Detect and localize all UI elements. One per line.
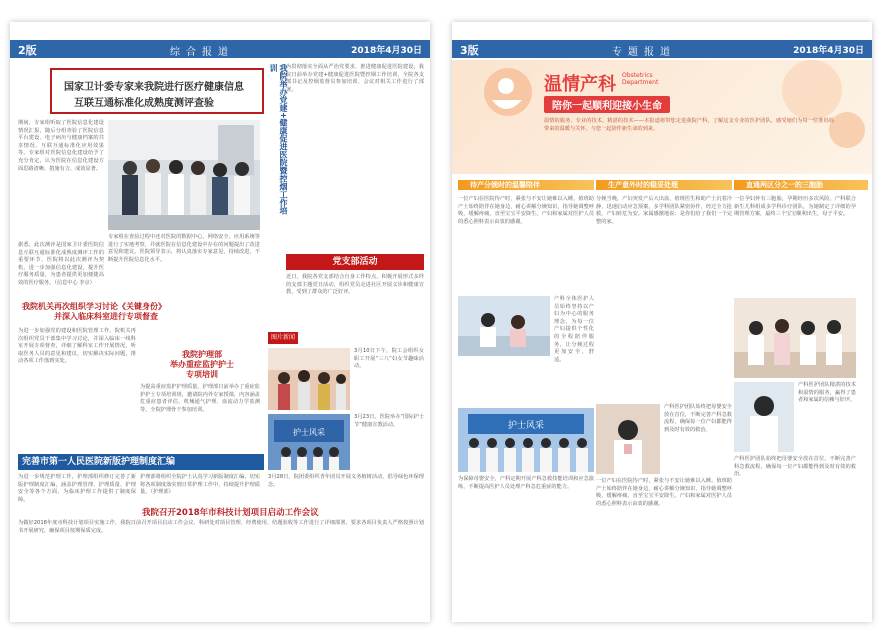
nursing-article-1: 为进一步规范护理工作，护理部组织修订完善了新版护理制度汇编，涵盖护理管理、护理质量、护理安全等各个方面，为临床护理工作提供了制度保障。 [18,474,136,503]
hero-subtitle-en [622,72,658,86]
hero-subtitle-en-2: Department [622,79,659,86]
second-headline-line1: 我院机关再次组织学习讨论《关键身份》 [22,302,166,311]
col2-text-2: 产科医护团队始终把母婴安全放在首位，不断完善产科急救流程，确保每一位产妇都能得到及时有效的救治。 [664,404,732,433]
col1-photo-1 [458,296,550,356]
party-activities-band: 党支部活动 [286,254,424,270]
col1-text-1: 一位产妇在医院待产时，紧张与不安让她难以入睡。值班助产士始终陪伴在她身边，耐心讲解分娩知识，指导她调整呼吸，缓解疼痛，直至宝宝平安降生。产妇和家属对医护人员的悉心照料表示由衷的感谢。 [458,196,594,225]
lead-article-col2: 据悉，此次测评是国家卫计委医院信息互联互通标准化成熟度测评工作的重要环节，医院将以此次测评为契机，进一步加强信息化建设，提升医疗服务质量，为患者提供更加便捷高效的医疗服务。（信息中心 李京） [18,242,104,286]
page-number: 3版 [460,44,479,57]
col1-text-3: 为保障母婴安全，产科定期开展产科急救技能培训和应急演练，不断提高医护人员处理产科急危重症的能力。 [458,476,594,490]
right-page [452,22,872,622]
second-article: 为进一步加强党的建设和医院管理工作，院机关再次组织党员干部集中学习讨论，并深入临床一线科室开展专项督查，详细了解科室工作开展情况，听取医务人员的意见和建议，切实解决实际问题，推动各项工作落到实处。 [18,328,136,365]
col3-text-1: 一位孕妇怀有三胞胎，孕期经历多次风险。产科联合新生儿科组成多学科诊疗团队，为她制定了详细的孕期管理方案，最终三个宝宝顺利出生，母子平安。 [734,196,856,218]
party-article: 近日，我院各党支部结合自身工作特点，积极开展形式多样的支部主题党日活动，组织党员走进社区开展义诊和健康宣教，受到了群众的广泛好评。 [286,274,424,296]
party-photo-1 [268,348,350,410]
col3-text-2: 产科医护团队精湛的技术和温情的服务，赢得了患者和家属的信赖与好评。 [798,382,856,404]
photo-banner-text: 护士风采 [507,421,545,431]
section-title: 综合报道 [170,47,234,58]
col3-title: 直通两区分之一的三胞胎 [734,180,868,190]
third-headline-line1: 我院护理部 [182,350,222,359]
left-page [10,22,430,622]
research-headline: 我院召开2018年市科技计划项目启动工作会议 [142,508,319,518]
banner-text: 护士风采 [293,428,325,437]
lead-headline-line2: 互联互通标准化成熟度测评查验 [74,98,214,109]
lead-photo [108,120,260,230]
third-article: 为提高重症监护护理质量，护理部日前举办了重症监护护士专项培训班，邀请院内外专家授课，内容涵盖危重症患者评估、机械通气护理、血流动力学监测等，全院护理骨干参加培训。 [140,384,260,413]
third-headline-line3: 专项培训 [186,370,218,379]
col2-title: 生产意外时的稳妥处理 [596,180,732,190]
lead-headline-line1: 国家卫计委专家来我院进行医疗健康信息 [64,82,244,93]
section-title: 专题报道 [612,47,676,58]
issue-date: 2018年4月30日 [793,46,864,56]
nursing-article-2: 护理部将组织全院护士认真学习新版制度汇编，切实将各项制度落实到日常护理工作中，持续提升护理质量。（护理部） [140,474,260,496]
col2-photo [596,404,660,474]
nursing-rules-band: 完善市第一人民医院新版护理制度汇编 [18,454,264,470]
vertical-article: 为贯彻落实全面从严治党要求，推进健康促进医院建设，我院日前举办党建+健康促进医院暨控烟工作培训，全院各支部书记及控烟监督员参加培训，会议对相关工作进行了部署。 [286,64,424,93]
second-headline [22,302,262,322]
research-article: 为做好2018年度市科技计划项目实施工作，我院日前召开项目启动工作会议，科研处对项目管理、经费使用、结题验收等工作进行了详细部署，要求各项目负责人严格按照计划书开展研究，确保项目按期保质完成。 [18,520,424,534]
third-headline-line2: 举办重症监护护士 [170,360,234,369]
party-article-2: 3月28日，院团委组织青年团员开展义务植树活动，倡导绿色环保理念。 [268,474,424,488]
col2-text-1: 分娩当晚，产妇突发产后大出血，值班医生和助产士沉着冷静，迅速启动应急预案，多学科团队紧密协作，经过全力抢救，产妇转危为安。家属感激地说：是你们给了我们一个完整的家。 [596,196,732,225]
party-caption-2: 3月23日，医院举办“国际护士节”健康宣教活动。 [354,414,424,428]
lead-article-col3: 专家组在查验过程中还对医院的数据中心、网络安全、应用系统等进行了实地考察，并就医院在信息化建设中存在的问题提出了改进意见和建议。医院领导表示，将认真落实专家意见，持续改进，不断提升医院信息化水平。 [108,234,260,263]
col3-photo-2 [734,382,794,452]
left-page-header [10,40,430,58]
third-headline [144,350,260,380]
col1-text-2: 产科全体医护人员始终坚持以产妇为中心的服务理念，为每一位产妇提供个性化的全程陪伴服务，让分娩过程更加安全、舒适。 [554,296,594,363]
vertical-headline: 我院举办党建+健康促进医院暨控烟工作培训 [269,64,288,215]
col1-title: 待产分娩时的温馨陪伴 [458,180,594,190]
page-number: 2版 [18,44,37,57]
photo-news-tag: 图片新闻 [268,332,298,344]
second-headline-line2: 并深入临床科室进行专项督查 [54,312,158,321]
lead-headline-box [50,68,264,114]
col3-text-3: 产科医护团队始终把母婴安全放在首位，不断完善产科急救流程，确保每一位产妇都能得到及时有效的救治。 [734,456,856,478]
lead-article-col1: 期间，专家组听取了医院信息化建设情况汇报，随后分组查验了医院信息平台建设、电子病历与健康档案的共享情况、互联互通标准化应用效果等。专家组对医院信息化建设给予了充分肯定，认为医院在信息化建设方面思路清晰、措施有力、成效显著。 [18,120,104,172]
col2-text-3: 一位产妇在医院待产时，紧张与不安让她难以入睡。值班助产士始终陪伴在她身边，耐心讲解分娩知识，指导她调整呼吸，缓解疼痛，直至宝宝平安降生。产妇和家属对医护人员的悉心照料表示由衷的感谢。 [596,478,732,507]
hero-subtitle-en-1: Obstetrics [622,72,653,79]
right-page-header [452,40,872,58]
hero-slogan: 陪你一起顺利迎接小生命 [544,96,670,113]
obstetrics-hero [452,60,872,174]
hero-title: 温情产科 [544,74,616,95]
issue-date: 2018年4月30日 [351,46,422,56]
col1-photo-2 [458,408,594,472]
party-photo-2 [268,414,350,470]
col3-photo-1 [734,298,856,378]
hero-intro: 温情的服务、专业的技术、精湛的技术——本报道将带您走进我院产科，了解这支专业的医护团队，感受她们为每一位准妈妈带来的温暖与关怀，与您一起陪伴新生命的到来。 [544,118,834,132]
party-caption-1: 3月10日下午，院工会组织女职工开展“三八”妇女节趣味活动。 [354,348,424,370]
